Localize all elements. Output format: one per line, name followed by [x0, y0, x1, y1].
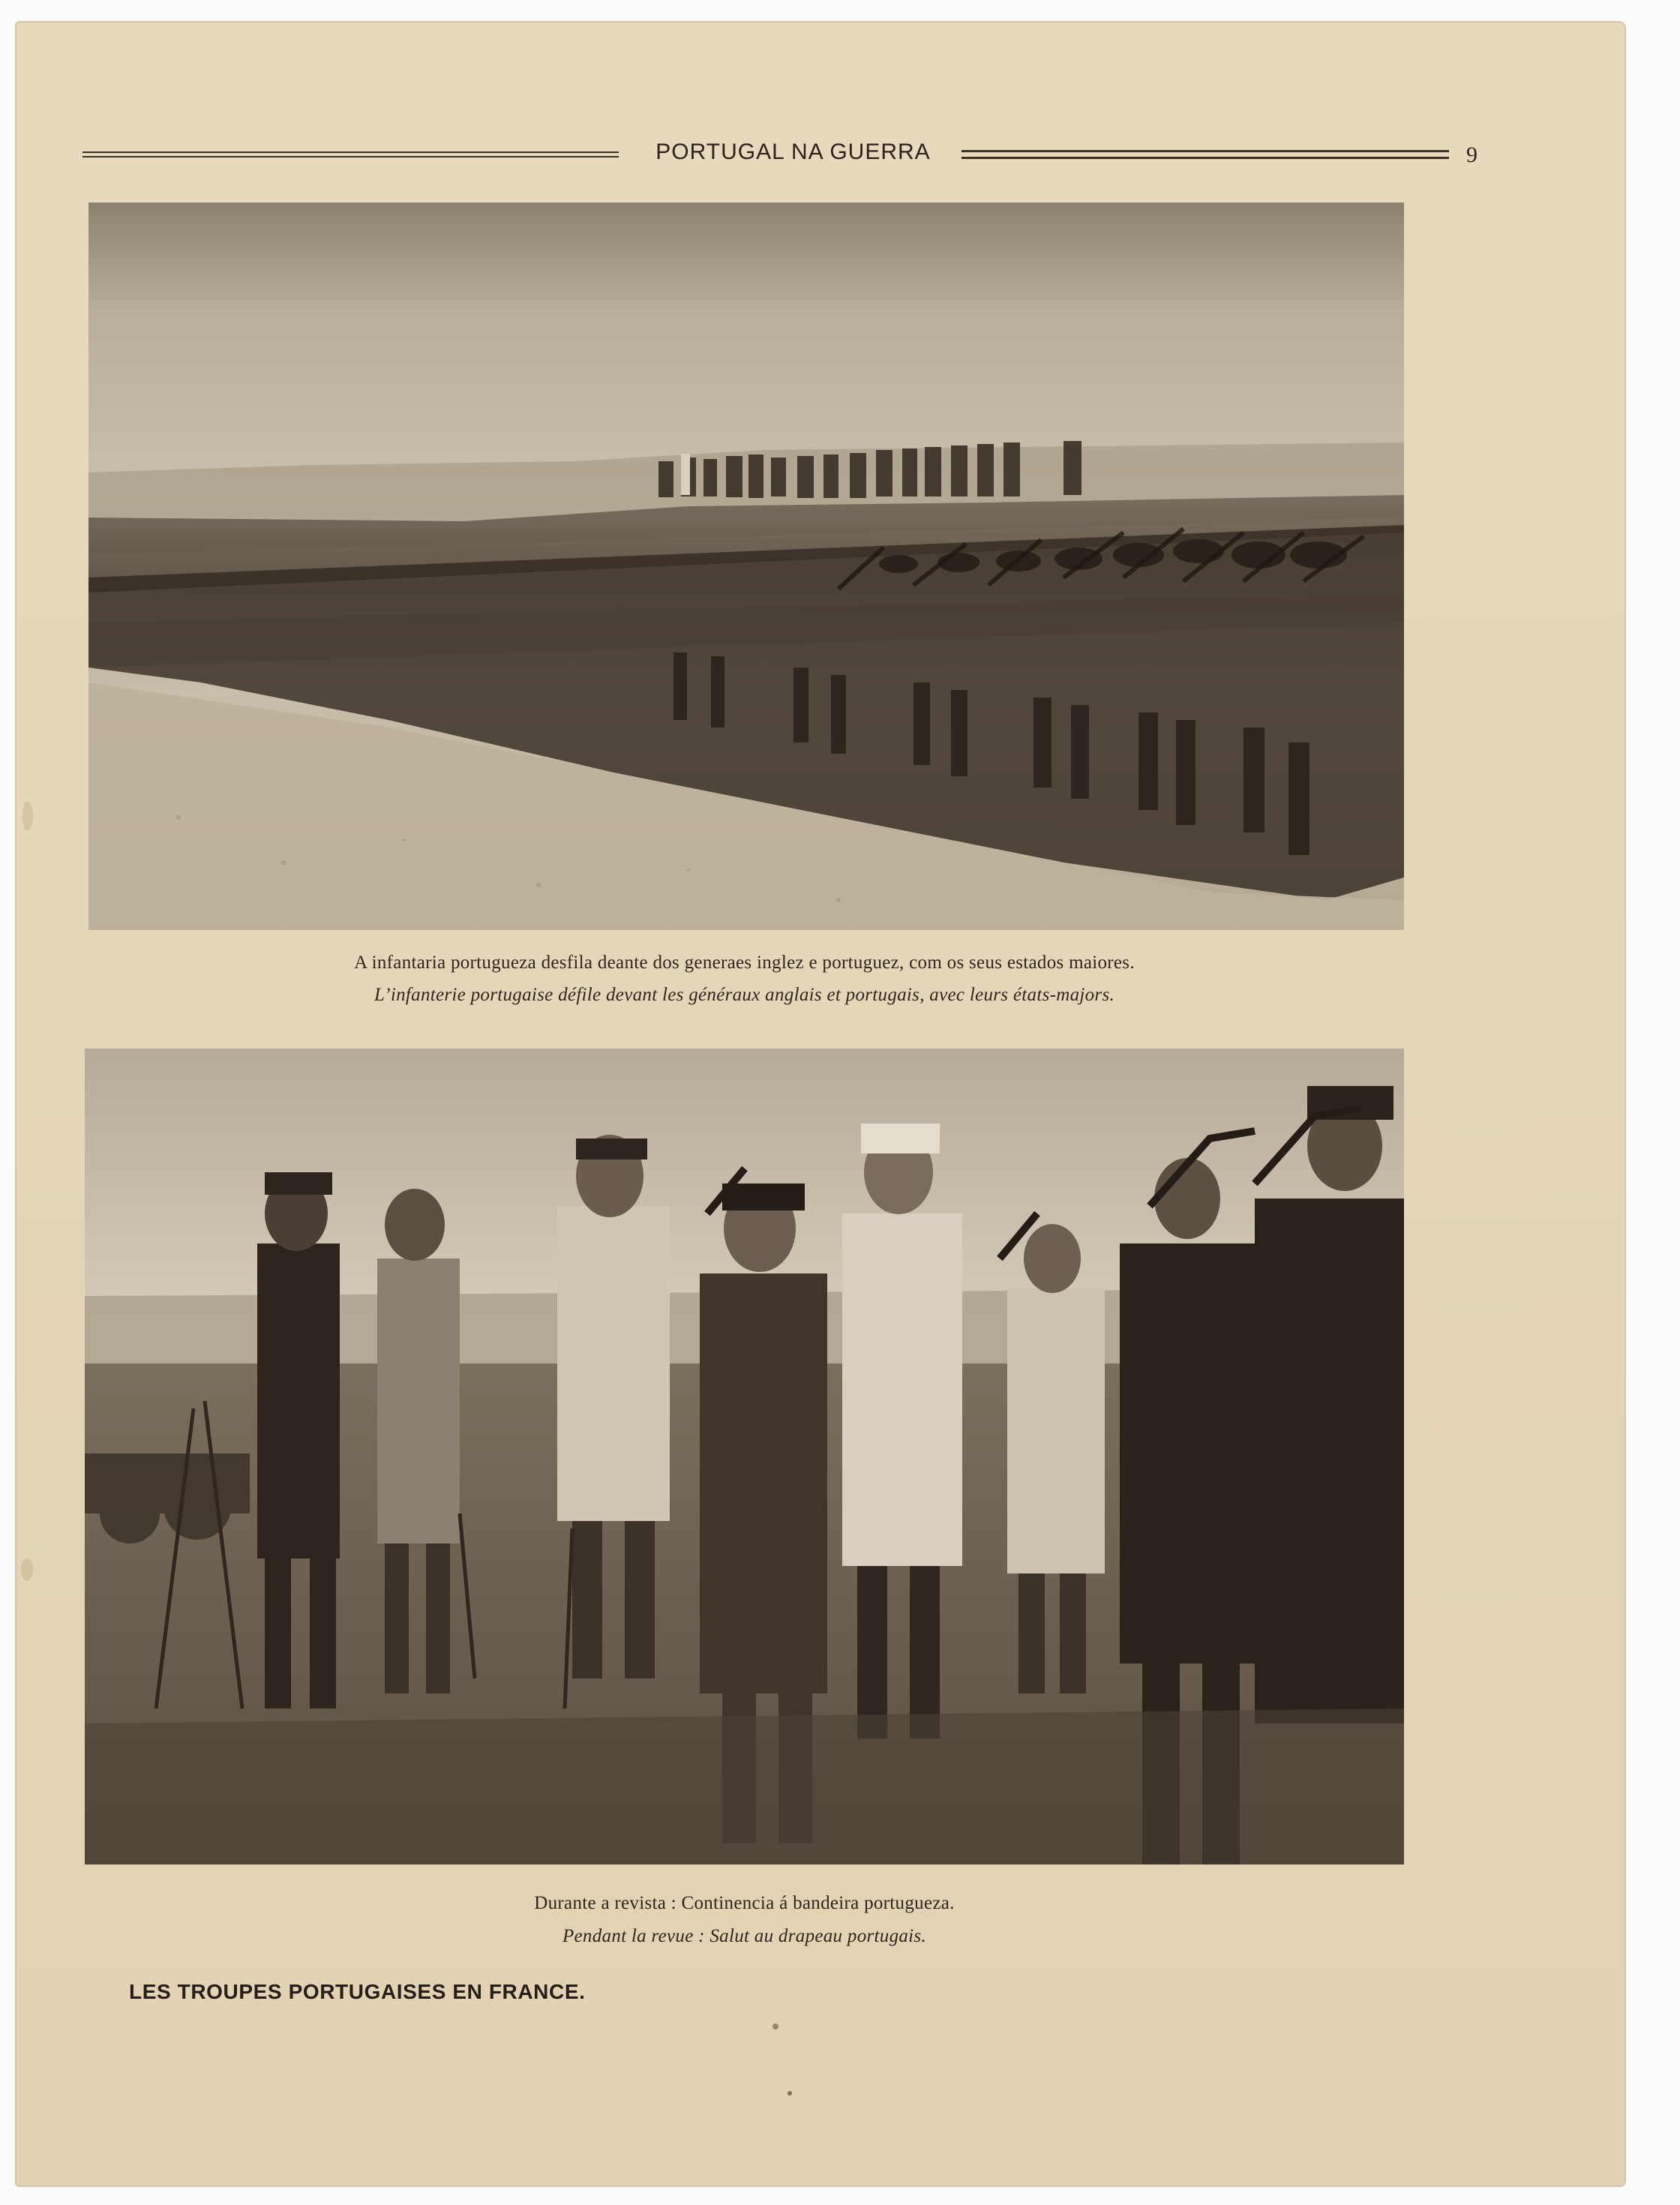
caption-top-french: L’infanterie portugaise défile devant les généraux anglais et portugais, avec leurs états-majors. [374, 985, 1115, 1005]
photo-officers-salute [85, 1048, 1404, 1864]
page-number: 9 [1466, 142, 1478, 167]
running-header [82, 140, 1478, 170]
caption-bottom-french: Pendant la revue : Salut au drapeau portugais. [562, 1926, 927, 1946]
journal-title: PORTUGAL NA GUERRA [656, 140, 931, 164]
header-rule-right [962, 150, 1449, 159]
paper-stain [21, 1558, 33, 1581]
photo-infantry-parade-image [88, 202, 1404, 930]
photo-infantry-parade [88, 202, 1404, 930]
caption-bottom-portuguese: Durante a revista : Continencia á bandeira portugueza. [534, 1893, 955, 1913]
paper-speck [788, 2091, 792, 2096]
paper-stain [22, 801, 33, 831]
footer-section-title: LES TROUPES PORTUGAISES EN FRANCE. [129, 1980, 586, 2003]
header-rule-left [82, 152, 619, 158]
caption-top-portuguese: A infantaria portugueza desfila deante dos generaes inglez e portuguez, com os seus estados maiores. [354, 952, 1135, 973]
photo-officers-salute-image [85, 1048, 1404, 1864]
paper-speck [772, 2024, 778, 2030]
